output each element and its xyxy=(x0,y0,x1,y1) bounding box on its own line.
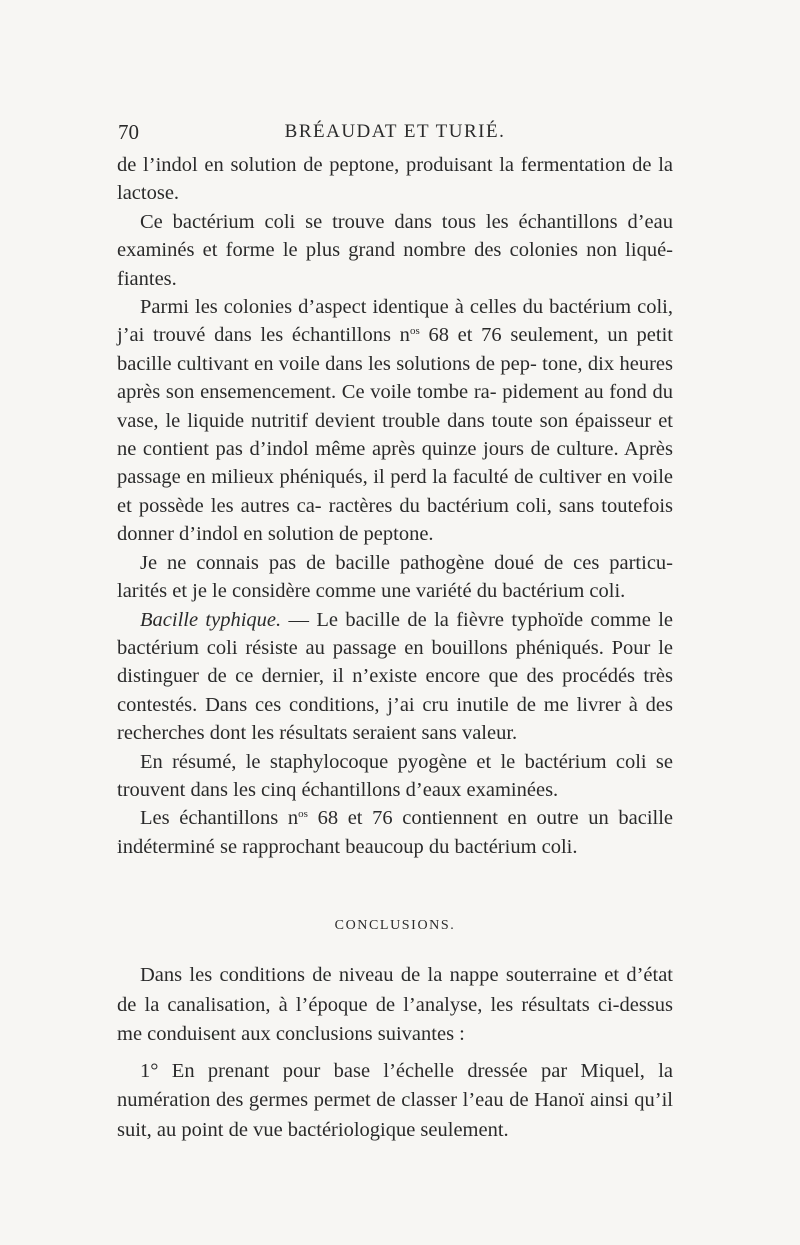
numero-superscript: os xyxy=(409,325,420,338)
paragraph-echantillons xyxy=(117,804,673,861)
paragraph-resume: En résumé, le staphylocoque pyogène et le bactérium coli se trouvent dans les cinq échantillons d’eaux examinées. xyxy=(117,750,673,801)
paragraph-conclusion-1: 1° En prenant pour base l’échelle dressée par Miquel, la numération des germes permet de classer l’eau de Hanoï ainsi qu’il suit, au point de vue bactériologique seulement. xyxy=(117,1059,673,1141)
paragraph-echantillons-part-1: Les échantillons n xyxy=(140,807,299,830)
paragraph-bacterium-coli: Ce bactérium coli se trouve dans tous les échantillons d’eau examinés et forme le plus grand nombre des colonies non liqué- fiantes. xyxy=(117,210,673,290)
conclusions-text xyxy=(117,961,673,1152)
bacille-typhique-heading: Bacille typhique. xyxy=(140,608,282,631)
paragraph-colonies-part-1: Parmi les colonies d’aspect identique à celles du bactérium coli, j’ai trouvé dans les échantillons n xyxy=(117,296,673,347)
main-text xyxy=(117,151,673,861)
paragraph-bacille-typhique xyxy=(117,606,673,748)
paragraph-colonies xyxy=(117,293,673,549)
running-head xyxy=(118,118,672,146)
paragraph-conditions: Dans les conditions de niveau de la nappe souterraine et d’état de la canalisation, à l’époque de l’analyse, les résultats ci-dessus me conduisent aux conclusions suivantes : xyxy=(117,964,673,1045)
paragraph-colonies-part-2: 68 et 76 seulement, un petit bacille cultivant en voile dans les solutions de pep- tone, dix heures après son ensemencement. Ce voile tombe ra- pidement au fond du vase, le liquide nutritif devient trouble dans toute son épaisseur et ne contient pas d’indol même après quinze jours de culture. Après passage en milieux phéniqués, il perd la faculté de cultiver en voile et possède les autres ca- ractères du bactérium coli, sans toutefois donner d’indol en solution de peptone. xyxy=(117,324,673,546)
page-number: 70 xyxy=(118,120,139,144)
paragraph-echantillons-part-2: 68 et 76 contiennent en outre un bacille indéterminé se rapprochant beaucoup du bactérium coli. xyxy=(117,807,674,858)
paragraph-indol-continued: de l’indol en solution de peptone, produisant la fermentation de la lactose. xyxy=(117,154,673,205)
numero-superscript: os xyxy=(298,808,308,821)
running-title: BRÉAUDAT ET TURIÉ. xyxy=(284,121,506,142)
bacille-typhique-text: — Le bacille de la fièvre typhoïde comme le bactérium coli résiste au passage en bouillons phéniqués. Pour le distinguer de ce dernier, il n’existe encore que des procédés très contestés. Dans ces conditions, j’ai cru inutile de me livrer à des recherches dont les résultats seraient sans valeur. xyxy=(117,608,673,745)
section-heading-conclusions: CONCLUSIONS. xyxy=(334,918,456,933)
paragraph-variete: Je ne connais pas de bacille pathogène doué de ces particu- larités et je le considère comme une variété du bactérium coli. xyxy=(117,551,673,603)
